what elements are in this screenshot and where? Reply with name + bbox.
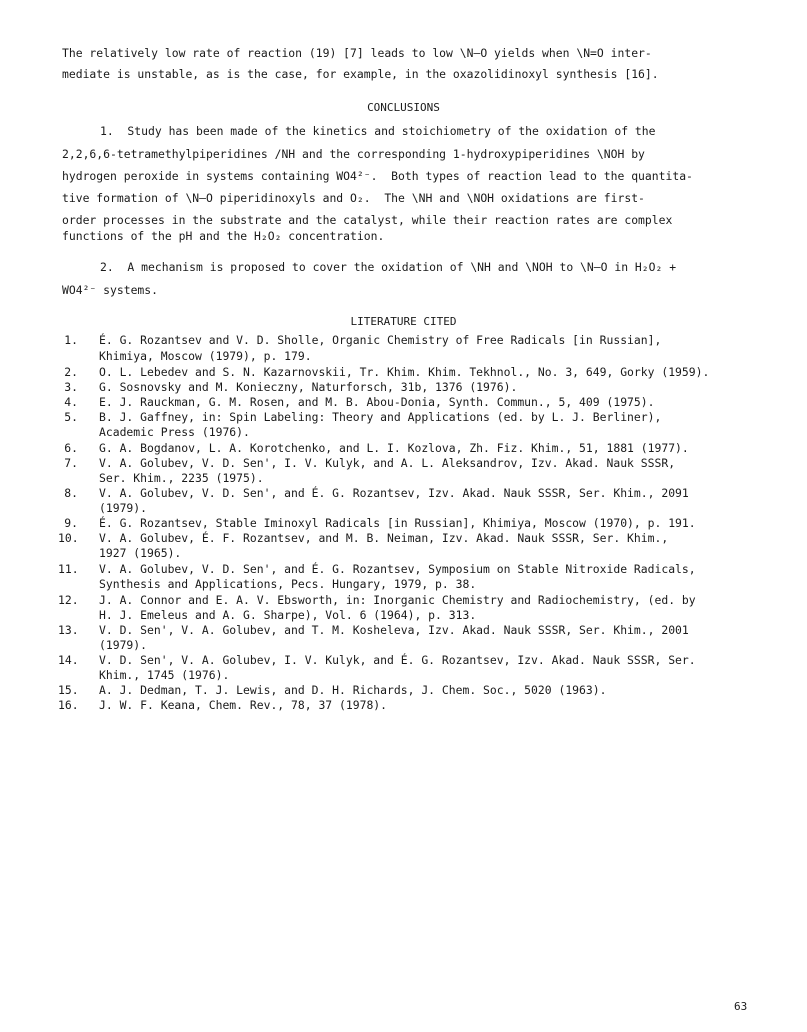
ref-13-line-2: (1979). [99, 638, 148, 652]
ref-11-line-2: Synthesis and Applications, Pecs. Hungary, 1979, p. 38. [99, 577, 477, 591]
ref-16-line-1: J. W. F. Keana, Chem. Rev., 78, 37 (1978). [99, 698, 388, 712]
ref-4-line-1: E. J. Rauckman, G. M. Rosen, and M. B. Abou-Donia, Synth. Commun., 5, 409 (1975). [99, 395, 655, 409]
ref-16-number: 16. [58, 698, 79, 712]
ref-12-line-1: J. A. Connor and E. A. V. Ebsworth, in: Inorganic Chemistry and Radiochemistry, (ed. by [99, 593, 696, 607]
ref-8-number: 8. [64, 486, 78, 500]
ref-7-number: 7. [64, 456, 78, 470]
ref-6-line-1: G. A. Bogdanov, L. A. Korotchenko, and L. I. Kozlova, Zh. Fiz. Khim., 51, 1881 (1977). [99, 441, 689, 455]
ref-5-line-1: B. J. Gaffney, in: Spin Labeling: Theory and Applications (ed. by L. J. Berliner), [99, 410, 662, 424]
ref-7-line-2: Ser. Khim., 2235 (1975). [99, 471, 264, 485]
ref-15-number: 15. [58, 683, 79, 697]
ref-5-line-2: Academic Press (1976). [99, 425, 250, 439]
ref-10-line-2: 1927 (1965). [99, 546, 182, 560]
conclusion-1-line-1: 1. Study has been made of the kinetics and stoichiometry of the oxidation of the [100, 124, 656, 138]
ref-1-line-2: Khimiya, Moscow (1979), p. 179. [99, 349, 312, 363]
ref-14-line-1: V. D. Sen', V. A. Golubev, I. V. Kulyk, and É. G. Rozantsev, Izv. Akad. Nauk SSSR, Ser. [99, 653, 696, 667]
ref-13-number: 13. [58, 623, 79, 637]
ref-5-number: 5. [64, 410, 78, 424]
ref-2-line-1: O. L. Lebedev and S. N. Kazarnovskii, Tr. Khim. Khim. Tekhnol., No. 3, 649, Gorky (1959). [99, 365, 710, 379]
conclusion-1-line-4: tive formation of \N–O piperidinoxyls and O₂. The \NH and \NOH oxidations are first- [62, 191, 645, 205]
ref-2-number: 2. [64, 365, 78, 379]
intro-line-1: The relatively low rate of reaction (19) [7] leads to low \N–O yields when \N=O inter- [62, 46, 652, 60]
conclusion-1-line-3: hydrogen peroxide in systems containing WO4²⁻. Both types of reaction lead to the quantita- [62, 169, 693, 183]
ref-14-line-2: Khim., 1745 (1976). [99, 668, 230, 682]
ref-13-line-1: V. D. Sen', V. A. Golubev, and T. M. Kosheleva, Izv. Akad. Nauk SSSR, Ser. Khim., 2001 [99, 623, 689, 637]
ref-8-line-1: V. A. Golubev, V. D. Sen', and É. G. Rozantsev, Izv. Akad. Nauk SSSR, Ser. Khim., 2091 [99, 486, 689, 500]
ref-1-line-1: É. G. Rozantsev and V. D. Sholle, Organic Chemistry of Free Radicals [in Russian], [99, 333, 662, 347]
ref-7-line-1: V. A. Golubev, V. D. Sen', I. V. Kulyk, and A. L. Aleksandrov, Izv. Akad. Nauk SSSR, [99, 456, 676, 470]
conclusion-2-line-2: WO4²⁻ systems. [62, 283, 159, 297]
ref-3-line-1: G. Sosnovsky and M. Konieczny, Naturforsch, 31b, 1376 (1976). [99, 380, 518, 394]
conclusion-1-line-6: functions of the pH and the H₂O₂ concentration. [62, 229, 385, 243]
ref-3-number: 3. [64, 380, 78, 394]
conclusions-heading: CONCLUSIONS [367, 101, 440, 114]
literature-heading: LITERATURE CITED [350, 315, 457, 328]
ref-10-line-1: V. A. Golubev, É. F. Rozantsev, and M. B. Neiman, Izv. Akad. Nauk SSSR, Ser. Khim., [99, 531, 669, 545]
ref-14-number: 14. [58, 653, 79, 667]
conclusion-2-line-1: 2. A mechanism is proposed to cover the oxidation of \NH and \NOH to \N–O in H₂O₂ + [100, 260, 677, 274]
ref-4-number: 4. [64, 395, 78, 409]
conclusion-1-line-5: order processes in the substrate and the catalyst, while their reaction rates are complex [62, 213, 673, 227]
ref-8-line-2: (1979). [99, 501, 148, 515]
ref-12-number: 12. [58, 593, 79, 607]
intro-line-2: mediate is unstable, as is the case, for example, in the oxazolidinoxyl synthesis [16]. [62, 67, 659, 81]
ref-9-line-1: É. G. Rozantsev, Stable Iminoxyl Radicals [in Russian], Khimiya, Moscow (1970), p. 191. [99, 516, 696, 530]
ref-15-line-1: A. J. Dedman, T. J. Lewis, and D. H. Richards, J. Chem. Soc., 5020 (1963). [99, 683, 607, 697]
ref-1-number: 1. [64, 333, 78, 347]
ref-11-line-1: V. A. Golubev, V. D. Sen', and É. G. Rozantsev, Symposium on Stable Nitroxide Radicals, [99, 562, 696, 576]
page-number: 63 [734, 1000, 748, 1013]
ref-9-number: 9. [64, 516, 78, 530]
ref-12-line-2: H. J. Emeleus and A. G. Sharpe), Vol. 6 (1964), p. 313. [99, 608, 477, 622]
ref-10-number: 10. [58, 531, 79, 545]
conclusion-1-line-2: 2,2,6,6-tetramethylpiperidines /NH and the corresponding 1-hydroxypiperidines \NOH by [62, 147, 645, 161]
ref-11-number: 11. [58, 562, 79, 576]
ref-6-number: 6. [64, 441, 78, 455]
